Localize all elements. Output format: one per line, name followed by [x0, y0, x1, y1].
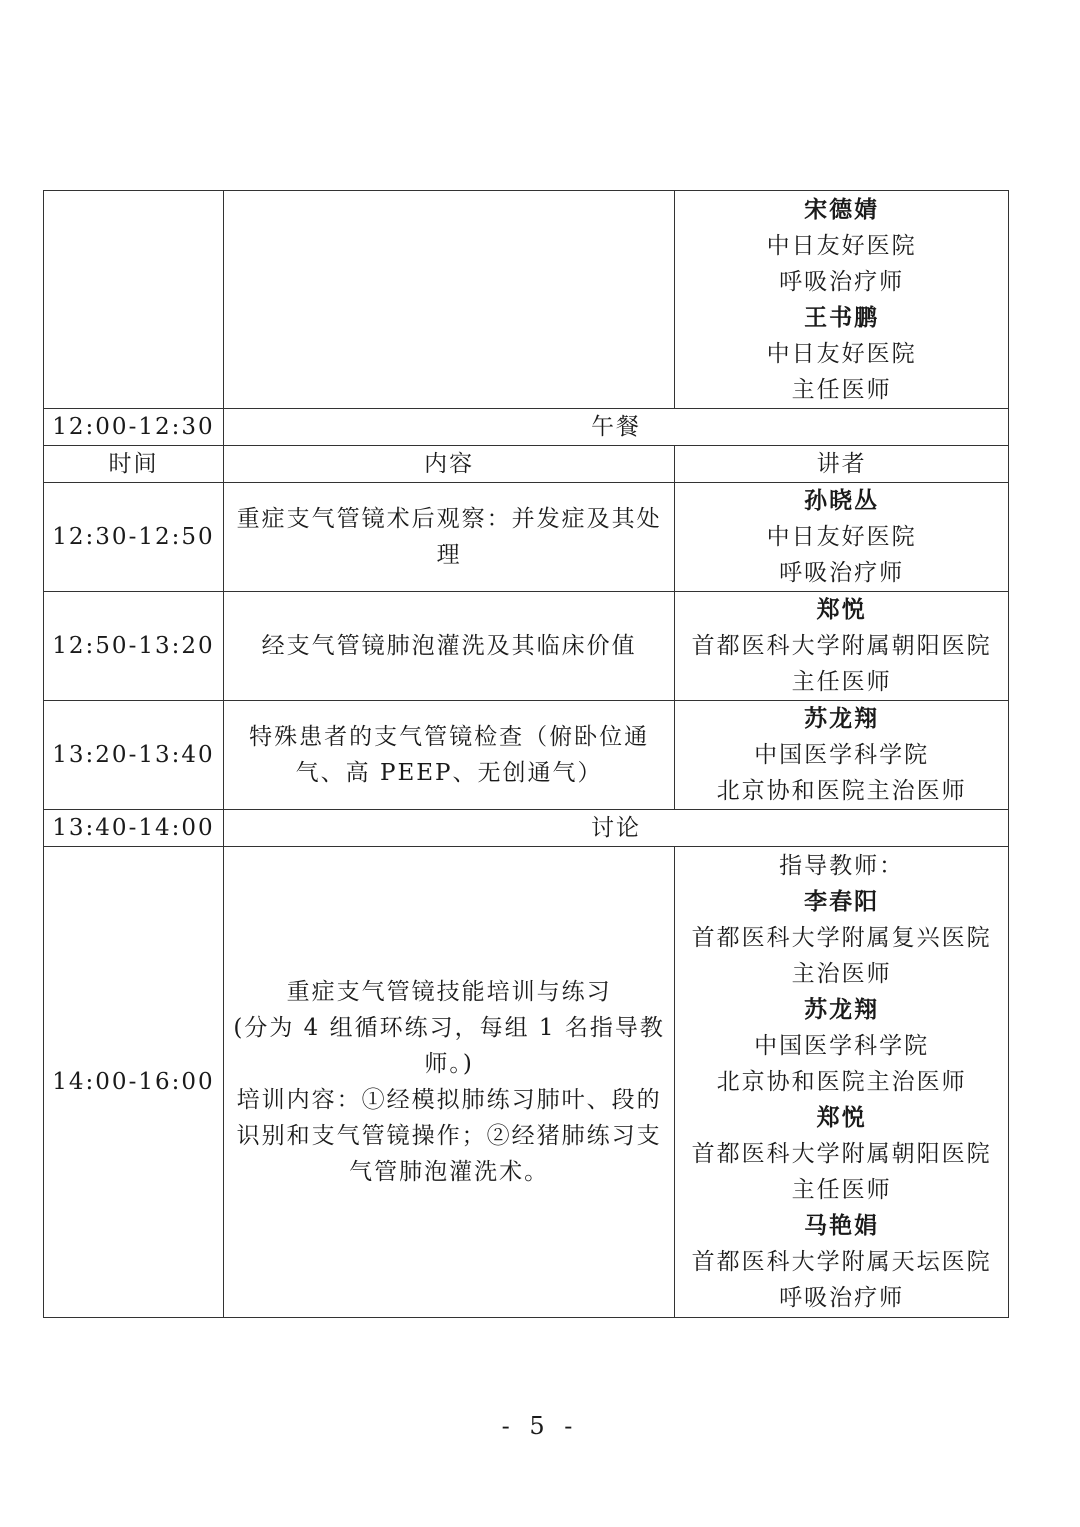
speaker-title: 呼吸治疗师	[779, 560, 905, 586]
speaker-title: 呼吸治疗师	[779, 1285, 905, 1311]
table-row	[44, 847, 1009, 1318]
speaker-name: 孙晓丛	[804, 487, 880, 514]
speaker-name: 马艳娟	[804, 1212, 880, 1239]
content-cell	[223, 191, 674, 409]
speaker-affiliation: 中国医学科学院	[754, 742, 930, 768]
speaker-affiliation: 首都医科大学附属复兴医院	[691, 925, 992, 951]
speaker-name: 郑悦	[816, 1104, 867, 1131]
speaker-cell	[675, 592, 1009, 701]
speaker-cell	[675, 847, 1009, 1318]
talk-title: 重症支气管镜术后观察：并发症及其处理	[236, 506, 662, 568]
table-row-lunch	[44, 409, 1009, 446]
speaker-affiliation: 首都医科大学附属天坛医院	[691, 1249, 992, 1275]
content-cell	[223, 847, 674, 1318]
training-details: 培训内容：①经模拟肺练习肺叶、段的识别和支气管镜操作；②经猪肺练习支气管肺泡灌洗术。	[236, 1087, 662, 1185]
time-cell: 12:50-13:20	[44, 592, 224, 701]
speaker-cell	[675, 483, 1009, 592]
speaker-title: 主任医师	[791, 376, 892, 403]
instructor-label: 指导教师：	[779, 853, 905, 879]
speaker-title: 主任医师	[791, 1177, 892, 1203]
time-cell: 14:00-16:00	[44, 847, 224, 1318]
time-cell: 13:40-14:00	[44, 810, 224, 847]
time-cell: 12:00-12:30	[44, 409, 224, 446]
speaker-entry	[681, 192, 1002, 300]
speaker-title: 呼吸治疗师	[779, 268, 905, 295]
speaker-affiliation: 首都医科大学附属朝阳医院	[691, 1141, 992, 1167]
header-time: 时间	[44, 446, 224, 483]
talk-title: 特殊患者的支气管镜检查（俯卧位通气、高 PEEP、无创通气）	[249, 724, 650, 786]
speaker-affiliation: 中日友好医院	[766, 232, 917, 259]
content-cell	[223, 592, 674, 701]
time-cell: 12:30-12:50	[44, 483, 224, 592]
speaker-affiliation: 首都医科大学附属朝阳医院	[691, 633, 992, 659]
talk-title: 经支气管镜肺泡灌洗及其临床价值	[261, 633, 637, 659]
speaker-name: 王书鹏	[804, 303, 880, 331]
table-row	[44, 483, 1009, 592]
table-row	[44, 592, 1009, 701]
content-cell	[223, 483, 674, 592]
speaker-name: 苏龙翔	[804, 996, 880, 1023]
table-header-row	[44, 446, 1009, 483]
header-content: 内容	[223, 446, 674, 483]
speaker-name: 李春阳	[804, 888, 880, 915]
speaker-title: 主治医师	[791, 961, 892, 987]
table-row	[44, 701, 1009, 810]
table-row	[44, 191, 1009, 409]
speaker-cell	[675, 191, 1009, 409]
discussion-label: 讨论	[223, 810, 1008, 847]
speaker-name: 宋德婧	[804, 195, 880, 223]
time-cell: 13:20-13:40	[44, 701, 224, 810]
schedule-table	[43, 190, 1009, 1318]
speaker-name: 苏龙翔	[804, 705, 880, 732]
speaker-title: 北京协和医院主治医师	[716, 1069, 967, 1095]
content-cell	[223, 701, 674, 810]
training-title: 重症支气管镜技能培训与练习	[286, 979, 612, 1005]
page-number: - 5 -	[501, 1412, 579, 1440]
time-cell	[44, 191, 224, 409]
speaker-cell	[675, 701, 1009, 810]
speaker-title: 北京协和医院主治医师	[716, 778, 967, 804]
speaker-affiliation: 中日友好医院	[766, 524, 917, 550]
header-speaker: 讲者	[675, 446, 1009, 483]
speaker-entry	[681, 300, 1002, 408]
lunch-label: 午餐	[223, 409, 1008, 446]
speaker-name: 郑悦	[816, 596, 867, 623]
training-grouping: (分为 4 组循环练习，每组 1 名指导教师。)	[233, 1015, 665, 1077]
speaker-affiliation: 中日友好医院	[766, 340, 917, 367]
speaker-affiliation: 中国医学科学院	[754, 1033, 930, 1059]
table-row-discussion	[44, 810, 1009, 847]
speaker-title: 主任医师	[791, 669, 892, 695]
